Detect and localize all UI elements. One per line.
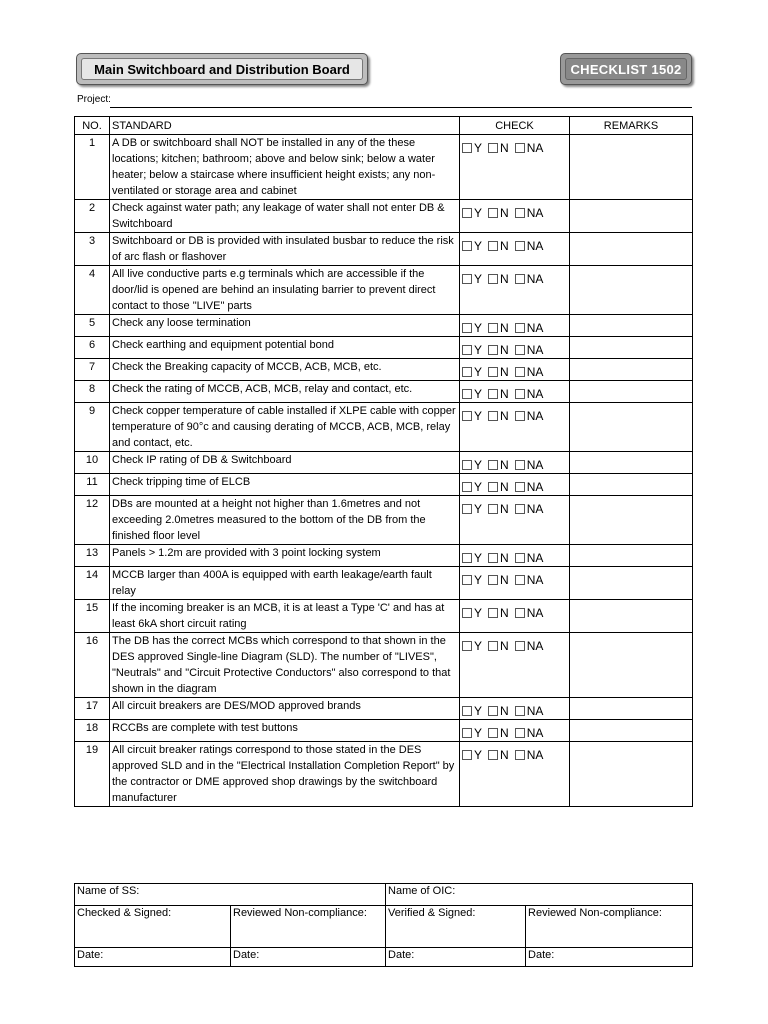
table-row — [75, 337, 693, 359]
row-remarks-cell[interactable] — [570, 698, 693, 720]
row-standard-text: Check earthing and equipment potential bond — [110, 337, 460, 359]
checkbox-no[interactable] — [488, 208, 498, 218]
option-na-label: NA — [526, 141, 544, 155]
option-no-label: N — [500, 141, 509, 155]
row-check-cell — [460, 403, 570, 452]
checkbox-no[interactable] — [488, 274, 498, 284]
checkbox-yes[interactable] — [462, 504, 472, 514]
option-na-label: NA — [526, 239, 544, 253]
checkbox-no[interactable] — [488, 345, 498, 355]
checkbox-na[interactable] — [515, 208, 525, 218]
checkbox-na[interactable] — [515, 143, 525, 153]
option-na-label: NA — [526, 206, 544, 220]
option-na-label: NA — [526, 321, 544, 335]
checkbox-yes[interactable] — [462, 641, 472, 651]
option-no-label: N — [500, 239, 509, 253]
option-yes-label: Y — [474, 343, 483, 357]
table-row — [75, 545, 693, 567]
option-no-label: N — [500, 387, 509, 401]
row-remarks-cell[interactable] — [570, 474, 693, 496]
row-standard-text: Check the Breaking capacity of MCCB, ACB, MCB, etc. — [110, 359, 460, 381]
checkbox-yes[interactable] — [462, 274, 472, 284]
checkbox-na[interactable] — [515, 482, 525, 492]
page-title: Main Switchboard and Distribution Board — [81, 58, 363, 80]
row-number: 4 — [75, 266, 110, 315]
project-label: Project: — [77, 94, 111, 105]
row-check-cell — [460, 474, 570, 496]
option-no-label: N — [500, 726, 509, 740]
row-remarks-cell[interactable] — [570, 266, 693, 315]
checkbox-yes[interactable] — [462, 482, 472, 492]
checkbox-no[interactable] — [488, 143, 498, 153]
table-row — [75, 135, 693, 200]
checklist-table — [74, 116, 693, 807]
row-check-cell — [460, 698, 570, 720]
row-number: 6 — [75, 337, 110, 359]
header-check: CHECK — [460, 117, 570, 135]
project-field-line[interactable] — [110, 107, 692, 108]
option-na-label: NA — [526, 704, 544, 718]
checkbox-na[interactable] — [515, 241, 525, 251]
option-no-label: N — [500, 606, 509, 620]
option-yes-label: Y — [474, 606, 483, 620]
checkbox-no[interactable] — [488, 323, 498, 333]
checkbox-yes[interactable] — [462, 241, 472, 251]
checkbox-na[interactable] — [515, 641, 525, 651]
option-na-label: NA — [526, 748, 544, 762]
row-standard-text: Switchboard or DB is provided with insulated busbar to reduce the risk of arc flash or flashover — [110, 233, 460, 266]
title-box — [76, 53, 368, 85]
checkbox-yes[interactable] — [462, 323, 472, 333]
option-no-label: N — [500, 206, 509, 220]
row-number: 13 — [75, 545, 110, 567]
checkbox-yes[interactable] — [462, 750, 472, 760]
option-no-label: N — [500, 639, 509, 653]
row-check-cell — [460, 200, 570, 233]
option-na-label: NA — [526, 272, 544, 286]
option-yes-label: Y — [474, 704, 483, 718]
option-no-label: N — [500, 458, 509, 472]
row-check-cell — [460, 337, 570, 359]
table-row — [75, 600, 693, 633]
table-row — [75, 496, 693, 545]
option-yes-label: Y — [474, 206, 483, 220]
table-row — [75, 567, 693, 600]
row-check-cell — [460, 381, 570, 403]
row-remarks-cell[interactable] — [570, 720, 693, 742]
name-of-oic-label[interactable]: Name of OIC: — [386, 884, 693, 906]
row-standard-text: Check against water path; any leakage of water shall not enter DB & Switchboard — [110, 200, 460, 233]
checkbox-na[interactable] — [515, 750, 525, 760]
option-na-label: NA — [526, 502, 544, 516]
checkbox-yes[interactable] — [462, 411, 472, 421]
row-check-cell — [460, 315, 570, 337]
checkbox-na[interactable] — [515, 706, 525, 716]
row-number: 12 — [75, 496, 110, 545]
option-no-label: N — [500, 573, 509, 587]
row-number: 15 — [75, 600, 110, 633]
checkbox-na[interactable] — [515, 608, 525, 618]
checkbox-no[interactable] — [488, 389, 498, 399]
checkbox-na[interactable] — [515, 553, 525, 563]
option-na-label: NA — [526, 551, 544, 565]
row-remarks-cell[interactable] — [570, 381, 693, 403]
checkbox-na[interactable] — [515, 728, 525, 738]
option-yes-label: Y — [474, 365, 483, 379]
name-of-ss-label[interactable]: Name of SS: — [75, 884, 386, 906]
checkbox-yes[interactable] — [462, 706, 472, 716]
checkbox-no[interactable] — [488, 575, 498, 585]
option-yes-label: Y — [474, 141, 483, 155]
row-number: 17 — [75, 698, 110, 720]
option-no-label: N — [500, 343, 509, 357]
row-check-cell — [460, 720, 570, 742]
row-check-cell — [460, 266, 570, 315]
date-label-1[interactable]: Date: — [75, 948, 231, 967]
checkbox-yes[interactable] — [462, 345, 472, 355]
row-remarks-cell[interactable] — [570, 452, 693, 474]
row-remarks-cell[interactable] — [570, 135, 693, 200]
row-remarks-cell[interactable] — [570, 337, 693, 359]
checkbox-no[interactable] — [488, 553, 498, 563]
checklist-rows — [75, 135, 693, 807]
row-remarks-cell[interactable] — [570, 315, 693, 337]
checkbox-yes[interactable] — [462, 608, 472, 618]
checkbox-no[interactable] — [488, 641, 498, 651]
row-number: 10 — [75, 452, 110, 474]
row-standard-text: All live conductive parts e.g terminals which are accessible if the door/lid is opened are behind an insulating barrier to prevent direct contact to those "LIVE" parts — [110, 266, 460, 315]
row-number: 16 — [75, 633, 110, 698]
row-standard-text: All circuit breaker ratings correspond to those stated in the DES approved SLD and in the "Electrical Installation Completion Report" by the contractor or DME approved shop drawings by the switchboard manufacturer — [110, 742, 460, 807]
row-remarks-cell[interactable] — [570, 496, 693, 545]
option-no-label: N — [500, 748, 509, 762]
row-standard-text: Check the rating of MCCB, ACB, MCB, relay and contact, etc. — [110, 381, 460, 403]
checkbox-no[interactable] — [488, 608, 498, 618]
header-no: NO. — [75, 117, 110, 135]
row-number: 11 — [75, 474, 110, 496]
option-yes-label: Y — [474, 409, 483, 423]
option-yes-label: Y — [474, 480, 483, 494]
option-na-label: NA — [526, 480, 544, 494]
date-label-2[interactable]: Date: — [231, 948, 386, 967]
option-no-label: N — [500, 551, 509, 565]
row-check-cell — [460, 567, 570, 600]
option-yes-label: Y — [474, 726, 483, 740]
row-number: 1 — [75, 135, 110, 200]
table-row — [75, 233, 693, 266]
header-remarks: REMARKS — [570, 117, 693, 135]
row-number: 19 — [75, 742, 110, 807]
row-number: 2 — [75, 200, 110, 233]
table-header-row — [75, 117, 693, 135]
checklist-id-box — [560, 53, 692, 85]
option-yes-label: Y — [474, 458, 483, 472]
reviewed-noncompliance-label-2[interactable]: Reviewed Non-compliance: — [526, 906, 693, 948]
row-standard-text: DBs are mounted at a height not higher than 1.6metres and not exceeding 2.0metres measured to the bottom of the DB from the finished floor level — [110, 496, 460, 545]
row-check-cell — [460, 496, 570, 545]
option-yes-label: Y — [474, 639, 483, 653]
row-check-cell — [460, 135, 570, 200]
table-row — [75, 720, 693, 742]
checkbox-no[interactable] — [488, 706, 498, 716]
checkbox-yes[interactable] — [462, 389, 472, 399]
checkbox-no[interactable] — [488, 241, 498, 251]
table-row — [75, 698, 693, 720]
checkbox-yes[interactable] — [462, 143, 472, 153]
row-remarks-cell[interactable] — [570, 567, 693, 600]
option-no-label: N — [500, 704, 509, 718]
row-standard-text: A DB or switchboard shall NOT be installed in any of the these locations; kitchen; bathroom; above and below sink; below a water heater; below a staircase where insufficient height exists; any non-ventilated or storage area and cabinet — [110, 135, 460, 200]
row-remarks-cell[interactable] — [570, 742, 693, 807]
date-label-3[interactable]: Date: — [386, 948, 526, 967]
date-label-4[interactable]: Date: — [526, 948, 693, 967]
table-row — [75, 359, 693, 381]
option-yes-label: Y — [474, 748, 483, 762]
option-na-label: NA — [526, 573, 544, 587]
row-number: 14 — [75, 567, 110, 600]
row-standard-text: All circuit breakers are DES/MOD approved brands — [110, 698, 460, 720]
checkbox-na[interactable] — [515, 274, 525, 284]
row-number: 9 — [75, 403, 110, 452]
row-standard-text: Check any loose termination — [110, 315, 460, 337]
option-no-label: N — [500, 272, 509, 286]
row-check-cell — [460, 359, 570, 381]
row-number: 5 — [75, 315, 110, 337]
row-number: 8 — [75, 381, 110, 403]
option-no-label: N — [500, 409, 509, 423]
row-standard-text: MCCB larger than 400A is equipped with earth leakage/earth fault relay — [110, 567, 460, 600]
row-standard-text: Check copper temperature of cable installed if XLPE cable with copper temperature of 90°c and causing derating of MCCB, ACB, MCB, relay and contact, etc. — [110, 403, 460, 452]
checkbox-yes[interactable] — [462, 367, 472, 377]
row-check-cell — [460, 742, 570, 807]
checkbox-yes[interactable] — [462, 208, 472, 218]
option-na-label: NA — [526, 639, 544, 653]
option-no-label: N — [500, 365, 509, 379]
option-no-label: N — [500, 321, 509, 335]
checkbox-na[interactable] — [515, 367, 525, 377]
checkbox-no[interactable] — [488, 482, 498, 492]
option-yes-label: Y — [474, 551, 483, 565]
row-standard-text: The DB has the correct MCBs which correspond to that shown in the DES approved Single-line Diagram (SLD). The number of "LIVES", "Neutrals" and "Circuit Protective Conductors" also correspond to that shown in the diagram — [110, 633, 460, 698]
row-standard-text: Panels > 1.2m are provided with 3 point locking system — [110, 545, 460, 567]
checkbox-yes[interactable] — [462, 728, 472, 738]
checkbox-yes[interactable] — [462, 460, 472, 470]
row-check-cell — [460, 600, 570, 633]
row-number: 18 — [75, 720, 110, 742]
checkbox-na[interactable] — [515, 345, 525, 355]
checkbox-na[interactable] — [515, 504, 525, 514]
table-row — [75, 742, 693, 807]
row-remarks-cell[interactable] — [570, 233, 693, 266]
table-row — [75, 474, 693, 496]
checkbox-no[interactable] — [488, 460, 498, 470]
checkbox-yes[interactable] — [462, 575, 472, 585]
row-check-cell — [460, 633, 570, 698]
table-row — [75, 266, 693, 315]
row-remarks-cell[interactable] — [570, 633, 693, 698]
checkbox-no[interactable] — [488, 728, 498, 738]
row-standard-text: Check tripping time of ELCB — [110, 474, 460, 496]
row-remarks-cell[interactable] — [570, 600, 693, 633]
row-remarks-cell[interactable] — [570, 545, 693, 567]
option-na-label: NA — [526, 606, 544, 620]
row-check-cell — [460, 233, 570, 266]
row-standard-text: RCCBs are complete with test buttons — [110, 720, 460, 742]
option-yes-label: Y — [474, 573, 483, 587]
signoff-table — [74, 883, 693, 967]
option-na-label: NA — [526, 387, 544, 401]
checked-signed-label[interactable]: Checked & Signed: — [75, 906, 231, 948]
option-na-label: NA — [526, 365, 544, 379]
header-standard: STANDARD — [110, 117, 460, 135]
row-remarks-cell[interactable] — [570, 359, 693, 381]
checklist-id: CHECKLIST 1502 — [565, 58, 687, 80]
row-standard-text: Check IP rating of DB & Switchboard — [110, 452, 460, 474]
row-remarks-cell[interactable] — [570, 200, 693, 233]
option-yes-label: Y — [474, 272, 483, 286]
row-number: 7 — [75, 359, 110, 381]
table-row — [75, 403, 693, 452]
row-standard-text: If the incoming breaker is an MCB, it is at least a Type 'C' and has at least 6kA short circuit rating — [110, 600, 460, 633]
verified-signed-label[interactable]: Verified & Signed: — [386, 906, 526, 948]
table-row — [75, 315, 693, 337]
table-row — [75, 633, 693, 698]
checkbox-no[interactable] — [488, 750, 498, 760]
row-remarks-cell[interactable] — [570, 403, 693, 452]
table-row — [75, 200, 693, 233]
reviewed-noncompliance-label-1[interactable]: Reviewed Non-compliance: — [231, 906, 386, 948]
option-yes-label: Y — [474, 239, 483, 253]
checkbox-no[interactable] — [488, 504, 498, 514]
option-yes-label: Y — [474, 387, 483, 401]
checkbox-na[interactable] — [515, 411, 525, 421]
checkbox-na[interactable] — [515, 575, 525, 585]
checkbox-na[interactable] — [515, 323, 525, 333]
option-na-label: NA — [526, 726, 544, 740]
row-check-cell — [460, 452, 570, 474]
option-na-label: NA — [526, 458, 544, 472]
row-number: 3 — [75, 233, 110, 266]
checkbox-na[interactable] — [515, 460, 525, 470]
checkbox-no[interactable] — [488, 367, 498, 377]
option-na-label: NA — [526, 409, 544, 423]
checkbox-na[interactable] — [515, 389, 525, 399]
option-yes-label: Y — [474, 321, 483, 335]
option-no-label: N — [500, 502, 509, 516]
row-check-cell — [460, 545, 570, 567]
option-no-label: N — [500, 480, 509, 494]
option-yes-label: Y — [474, 502, 483, 516]
table-row — [75, 381, 693, 403]
option-na-label: NA — [526, 343, 544, 357]
table-row — [75, 452, 693, 474]
checkbox-no[interactable] — [488, 411, 498, 421]
checkbox-yes[interactable] — [462, 553, 472, 563]
